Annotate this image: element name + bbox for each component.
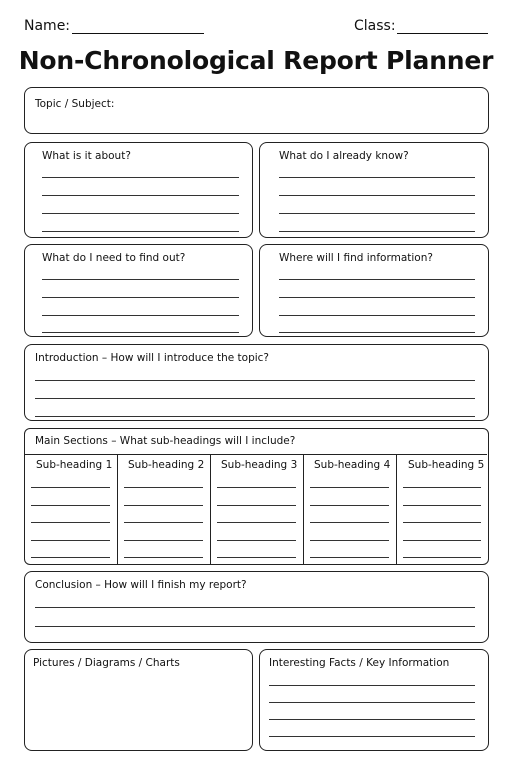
subheading-label: Sub-heading 4 — [314, 459, 391, 471]
writing-line[interactable] — [35, 398, 475, 399]
writing-line[interactable] — [310, 540, 389, 541]
writing-line[interactable] — [217, 557, 296, 558]
writing-line[interactable] — [31, 522, 110, 523]
writing-line[interactable] — [269, 719, 475, 720]
writing-line[interactable] — [310, 557, 389, 558]
writing-line[interactable] — [279, 195, 475, 196]
writing-line[interactable] — [42, 332, 239, 333]
find-out-box[interactable] — [24, 244, 253, 337]
class-label: Class: — [354, 18, 396, 34]
writing-line[interactable] — [42, 195, 239, 196]
introduction-box[interactable] — [24, 344, 489, 421]
subheading-label: Sub-heading 1 — [36, 459, 113, 471]
writing-line[interactable] — [42, 315, 239, 316]
writing-line[interactable] — [279, 297, 475, 298]
page-title: Non-Chronological Report Planner — [18, 46, 494, 75]
already-know-box[interactable] — [259, 142, 489, 238]
writing-line[interactable] — [279, 231, 475, 232]
where-info-label: Where will I find information? — [279, 252, 433, 264]
subheading-column-4[interactable] — [304, 454, 396, 564]
name-label: Name: — [24, 18, 71, 34]
writing-line[interactable] — [310, 522, 389, 523]
writing-line[interactable] — [279, 332, 475, 333]
writing-line[interactable] — [42, 297, 239, 298]
find-out-label: What do I need to find out? — [42, 252, 186, 264]
main-sections-label: Main Sections – What sub-headings will I include? — [35, 435, 296, 447]
facts-label: Interesting Facts / Key Information — [269, 657, 450, 669]
writing-line[interactable] — [403, 487, 481, 488]
writing-line[interactable] — [310, 487, 389, 488]
writing-line[interactable] — [35, 626, 475, 627]
writing-line[interactable] — [279, 213, 475, 214]
already-know-label: What do I already know? — [279, 150, 409, 162]
writing-line[interactable] — [35, 380, 475, 381]
writing-line[interactable] — [279, 177, 475, 178]
facts-box[interactable] — [259, 649, 489, 751]
writing-line[interactable] — [124, 505, 203, 506]
writing-line[interactable] — [124, 522, 203, 523]
writing-line[interactable] — [31, 505, 110, 506]
pictures-label: Pictures / Diagrams / Charts — [33, 657, 180, 669]
writing-line[interactable] — [217, 540, 296, 541]
writing-line[interactable] — [310, 505, 389, 506]
writing-line[interactable] — [217, 522, 296, 523]
writing-line[interactable] — [42, 231, 239, 232]
writing-line[interactable] — [403, 540, 481, 541]
subheading-column-2[interactable] — [118, 454, 210, 564]
subheading-label: Sub-heading 3 — [221, 459, 298, 471]
subheading-column-1[interactable] — [25, 454, 117, 564]
main-sections-box — [24, 428, 489, 565]
pictures-box[interactable] — [24, 649, 253, 751]
what-about-box[interactable] — [24, 142, 253, 238]
class-field[interactable] — [397, 33, 488, 34]
writing-line[interactable] — [35, 416, 475, 417]
writing-line[interactable] — [269, 685, 475, 686]
writing-line[interactable] — [31, 487, 110, 488]
writing-line[interactable] — [217, 505, 296, 506]
writing-line[interactable] — [269, 702, 475, 703]
writing-line[interactable] — [31, 557, 110, 558]
subheading-label: Sub-heading 5 — [408, 459, 485, 471]
writing-line[interactable] — [403, 505, 481, 506]
where-info-box[interactable] — [259, 244, 489, 337]
writing-line[interactable] — [217, 487, 296, 488]
introduction-label: Introduction – How will I introduce the topic? — [35, 352, 269, 364]
writing-line[interactable] — [403, 557, 481, 558]
writing-line[interactable] — [124, 557, 203, 558]
name-field[interactable] — [72, 33, 204, 34]
subheading-label: Sub-heading 2 — [128, 459, 205, 471]
writing-line[interactable] — [42, 213, 239, 214]
writing-line[interactable] — [269, 736, 475, 737]
writing-line[interactable] — [124, 540, 203, 541]
what-about-label: What is it about? — [42, 150, 131, 162]
topic-box[interactable] — [24, 87, 489, 134]
conclusion-label: Conclusion – How will I finish my report? — [35, 579, 247, 591]
subheading-column-3[interactable] — [211, 454, 303, 564]
writing-line[interactable] — [403, 522, 481, 523]
writing-line[interactable] — [124, 487, 203, 488]
topic-label: Topic / Subject: — [35, 98, 115, 110]
writing-line[interactable] — [279, 279, 475, 280]
writing-line[interactable] — [31, 540, 110, 541]
writing-line[interactable] — [35, 607, 475, 608]
writing-line[interactable] — [279, 315, 475, 316]
writing-line[interactable] — [42, 279, 239, 280]
writing-line[interactable] — [42, 177, 239, 178]
conclusion-box[interactable] — [24, 571, 489, 643]
subheading-column-5[interactable] — [397, 454, 487, 564]
